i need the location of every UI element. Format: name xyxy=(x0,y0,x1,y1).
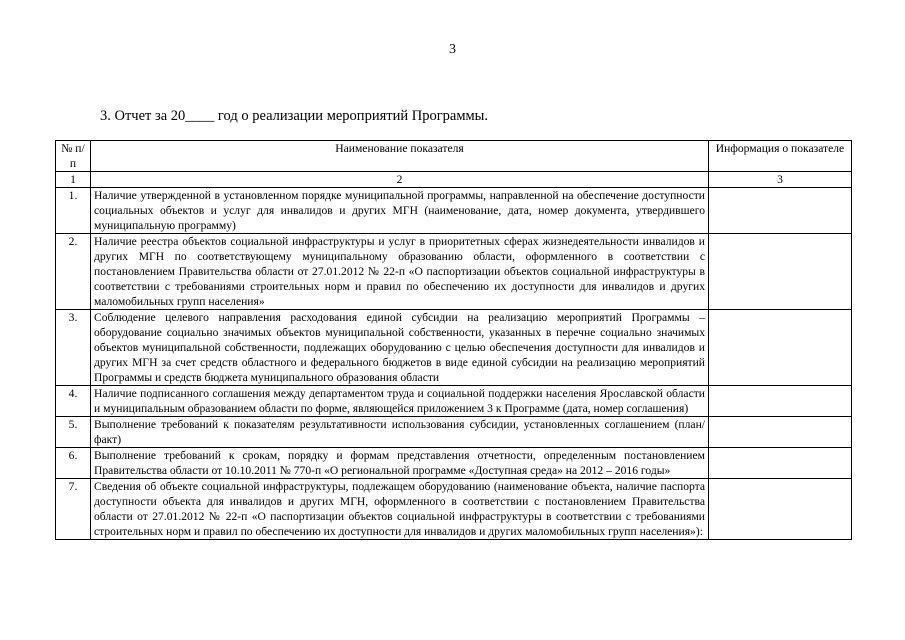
row-num: 1. xyxy=(56,188,91,234)
row-name: Наличие реестра объектов социальной инфраструктуры и услуг в приоритетных сферах жизнедеятельности инвалидов и других МГН по соответствующему муниципальному образованию области, оформленного в соответствии с постановлением Правительства области от 27.01.2012 № 22-п «О паспортизации объектов социальной инфраструктуры в соответствии с требованиями строительных норм и правил по обеспечению их доступности для инвалидов и других маломобильных групп населения» xyxy=(91,234,709,310)
table-row xyxy=(56,448,852,479)
table-row xyxy=(56,386,852,417)
header-num: № п/п xyxy=(56,141,91,172)
row-num: 4. xyxy=(56,386,91,417)
index-cell: 1 xyxy=(56,172,91,188)
index-row xyxy=(56,172,852,188)
row-num: 5. xyxy=(56,417,91,448)
header-row xyxy=(56,141,852,172)
row-name: Сведения об объекте социальной инфраструктуры, подлежащем оборудованию (наименование объекта, наличие паспорта доступности объекта для инвалидов и других МГН, оформленного в соответствии с постановлением Правительства области от 27.01.2012 № 22-п «О паспортизации объектов социальной инфраструктуры в соответствии с требованиями строительных норм и правил по обеспечению их доступности для инвалидов и других маломобильных групп населения»): xyxy=(91,479,709,540)
row-name: Наличие подписанного соглашения между департаментом труда и социальной поддержки населения Ярославской области и муниципальным образованием области по форме, являющейся приложением 3 к Программе (дата, номер соглашения) xyxy=(91,386,709,417)
row-num: 7. xyxy=(56,479,91,540)
index-cell: 3 xyxy=(709,172,852,188)
row-name: Выполнение требований к срокам, порядку и формам представления отчетности, определенным постановлением Правительства области от 10.10.2011 № 770-п «О региональной программе «Доступная среда» на 2012 – 2016 годы» xyxy=(91,448,709,479)
index-cell: 2 xyxy=(91,172,709,188)
row-info xyxy=(709,386,852,417)
row-info xyxy=(709,234,852,310)
header-info: Информация о показателе xyxy=(709,141,852,172)
row-info xyxy=(709,417,852,448)
row-name: Соблюдение целевого направления расходования единой субсидии на реализацию мероприятий Программы – оборудование социально значимых объектов муниципальной собственности, указанных в перечне социально значимых объектов муниципальной собственности, подлежащих оборудованию с целью обеспечения доступности для инвалидов и других МГН за счет средств областного и федерального бюджетов в виде единой субсидии на реализацию мероприятий Программы и средств бюджета муниципального образования области xyxy=(91,310,709,386)
row-num: 2. xyxy=(56,234,91,310)
row-info xyxy=(709,448,852,479)
table-row xyxy=(56,479,852,540)
row-name: Наличие утвержденной в установленном порядке муниципальной программы, направленной на обеспечение доступности социальных объектов и услуг для инвалидов и других МГН (наименование, дата, номер документа, утвердившего муниципальную программу) xyxy=(91,188,709,234)
row-name: Выполнение требований к показателям результативности использования субсидии, установленных соглашением (план/ факт) xyxy=(91,417,709,448)
report-title: 3. Отчет за 20____ год о реализации мероприятий Программы. xyxy=(100,108,489,124)
table-row xyxy=(56,234,852,310)
row-num: 6. xyxy=(56,448,91,479)
table-row xyxy=(56,188,852,234)
report-table xyxy=(55,140,852,540)
row-info xyxy=(709,188,852,234)
header-name: Наименование показателя xyxy=(91,141,709,172)
row-info xyxy=(709,479,852,540)
row-num: 3. xyxy=(56,310,91,386)
row-info xyxy=(709,310,852,386)
page-number: 3 xyxy=(449,42,456,57)
table-row xyxy=(56,417,852,448)
table-row xyxy=(56,310,852,386)
